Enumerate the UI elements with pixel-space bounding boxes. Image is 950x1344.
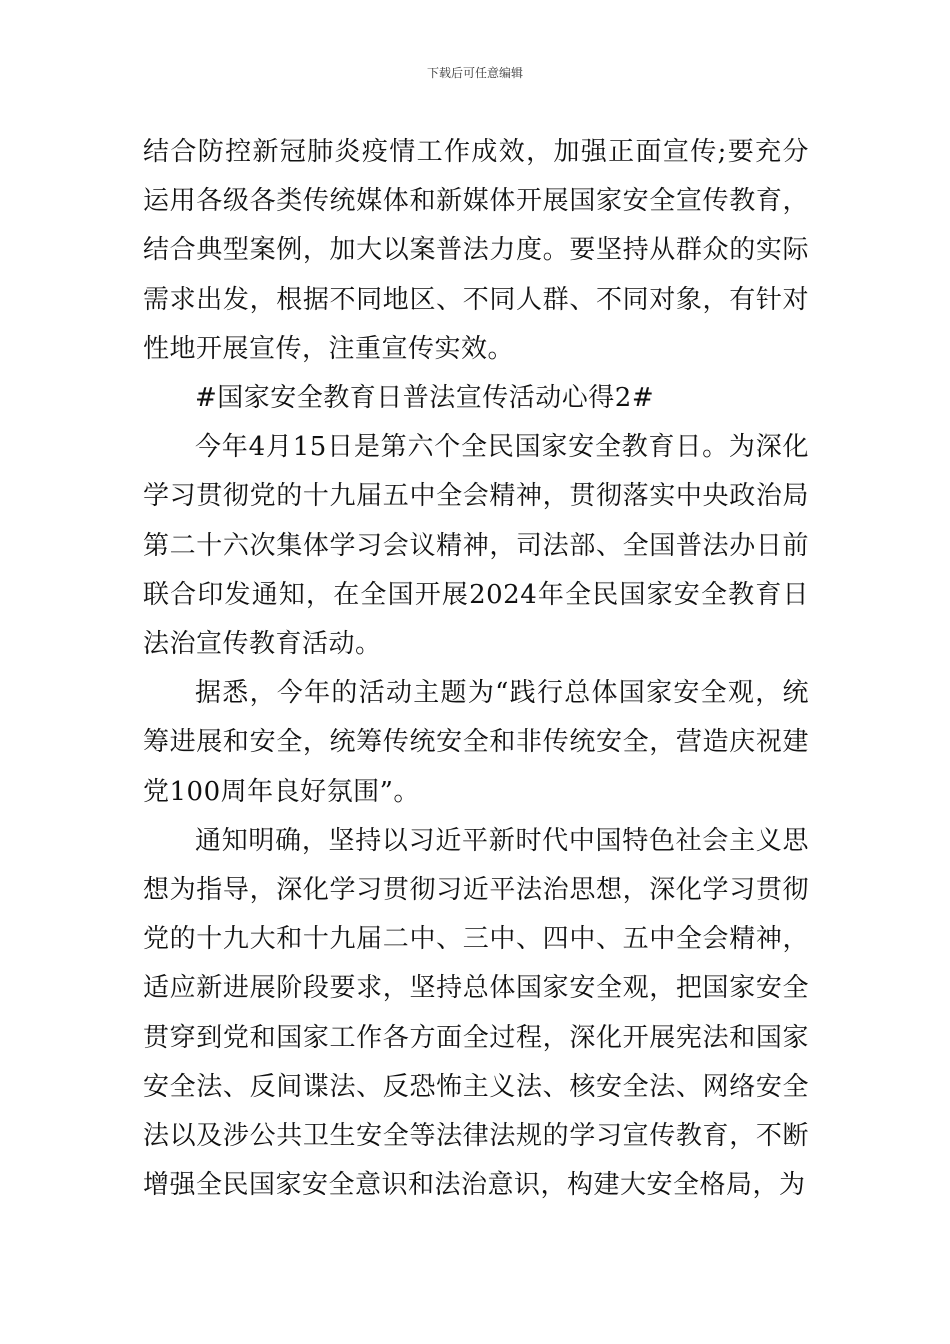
section-heading: #国家安全教育日普法宣传活动心得2# [195,383,655,414]
paragraph: 通知明确，坚持以习近平新时代中国特色社会主义思想为指导，深化学习贯彻习近平法治思想，深化学习贯彻党的十九大和十九届二中、三中、四中、五中全会精神，适应新进展阶段要求，坚持总体国家安全观，把国家安全贯穿到党和国家工作各方面全过程，深化开展宪法和国家安全法、反间谍法、反恐怖主义法、核安全法、网络安全法以及涉公共卫生安全等法律法规的学习宣传教育，不断增强全民国家安全意识和法治意识，构建大安全格局，为 [143,825,809,1201]
paragraph: 今年4月15日是第六个全民国家安全教育日。为深化学习贯彻党的十九届五中全会精神，贯彻落实中央政治局第二十六次集体学习会议精神，司法部、全国普法办日前联合印发通知，在全国开展2024年全民国家安全教育日法治宣传教育活动。 [143,432,809,660]
page-header-note: 下载后可任意编辑 [426,66,523,80]
paragraph: 据悉，今年的活动主题为“践行总体国家安全观，统筹进展和安全，统筹传统安全和非传统安全，营造庆祝建党100周年良好氛围”。 [143,678,809,807]
document-body [143,128,809,1210]
paragraph-continuation: 结合防控新冠肺炎疫情工作成效，加强正面宣传;要充分运用各级各类传统媒体和新媒体开展国家安全宣传教育，结合典型案例，加大以案普法力度。要坚持从群众的实际需求出发，根据不同地区、不同人群、不同对象，有针对性地开展宣传，注重宣传实效。 [143,137,809,364]
